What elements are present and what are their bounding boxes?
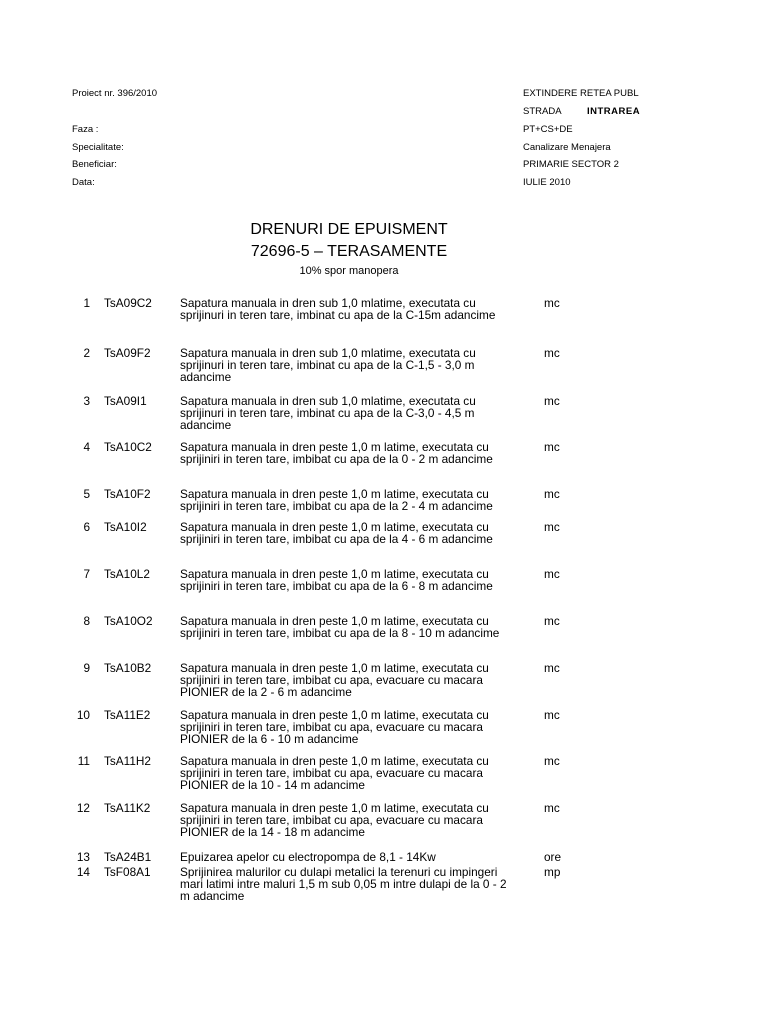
list-item bbox=[0, 488, 768, 518]
strada-value: INTRAREA bbox=[587, 106, 641, 117]
item-number: 10 bbox=[76, 708, 90, 722]
item-description: Sapatura manuala in dren sub 1,0 mlatime, executata cu sprijinuri in teren tare, imbinat cu apa de la C-1,5 - 3,0 m adancime bbox=[180, 346, 476, 385]
item-description: Sprijinirea malurilor cu dulapi metalici la terenuri cu impingeri mari latimi intre maluri 1,5 m sub 0,05 m intre dulapi de la 0 - 2 m adancime bbox=[180, 865, 507, 904]
item-number: 7 bbox=[83, 567, 90, 581]
item-unit: mc bbox=[544, 614, 560, 628]
item-number: 6 bbox=[83, 520, 90, 534]
project-name: EXTINDERE RETEA PUBL bbox=[523, 88, 639, 99]
item-code: TsA11E2 bbox=[104, 708, 151, 722]
item-number: 3 bbox=[83, 394, 90, 408]
item-description: Sapatura manuala in dren peste 1,0 m latime, executata cu sprijiniri in teren tare, imbibat cu apa de la 2 - 4 m adancime bbox=[180, 488, 493, 514]
item-description: Sapatura manuala in dren peste 1,0 m latime, executata cu sprijiniri in teren tare, imbibat cu apa, evacuare cu macara PIONIER de la 14 - 18 m adancime bbox=[180, 801, 489, 840]
faza-label: Faza : bbox=[72, 124, 99, 135]
item-number: 9 bbox=[83, 661, 90, 675]
item-code: TsA10F2 bbox=[104, 488, 151, 501]
item-unit: mc bbox=[544, 754, 560, 768]
item-description: Sapatura manuala in dren peste 1,0 m latime, executata cu sprijiniri in teren tare, imbibat cu apa, evacuare cu macara PIONIER de la 2 - 6 m adancime bbox=[180, 661, 489, 700]
item-number: 4 bbox=[83, 440, 90, 454]
beneficiar-value: PRIMARIE SECTOR 2 bbox=[523, 159, 619, 170]
item-unit: mc bbox=[544, 708, 560, 722]
item-description: Sapatura manuala in dren peste 1,0 m latime, executata cu sprijiniri in teren tare, imbibat cu apa de la 6 - 8 m adancime bbox=[180, 567, 493, 594]
item-number: 1 bbox=[83, 296, 90, 310]
item-description: Sapatura manuala in dren peste 1,0 m latime, executata cu sprijiniri in teren tare, imbibat cu apa de la 0 - 2 m adancime bbox=[180, 440, 493, 467]
item-number: 11 bbox=[77, 754, 90, 768]
item-unit: mc bbox=[544, 661, 560, 675]
item-number: 12 bbox=[76, 801, 90, 815]
item-code: TsA10O2 bbox=[104, 614, 153, 628]
item-code: TsA10L2 bbox=[104, 567, 150, 581]
strada-label: STRADA bbox=[523, 106, 562, 117]
data-value: IULIE 2010 bbox=[523, 177, 571, 188]
item-description: Sapatura manuala in dren peste 1,0 m latime, executata cu sprijiniri in teren tare, imbibat cu apa de la 8 - 10 m adancime bbox=[180, 614, 500, 641]
item-description: Epuizarea apelor cu electropompa de 8,1 - 14Kw bbox=[180, 850, 436, 864]
data-label: Data: bbox=[72, 177, 95, 188]
specialitate-label: Specialitate: bbox=[72, 142, 124, 153]
beneficiar-label: Beneficiar: bbox=[72, 159, 117, 170]
document-subtitle: 10% spor manopera bbox=[299, 265, 399, 277]
document-code: 72696-5 – TERASAMENTE bbox=[250, 243, 448, 260]
item-unit: mc bbox=[544, 346, 560, 360]
item-number: 5 bbox=[83, 488, 90, 501]
item-unit: mc bbox=[544, 296, 560, 310]
item-code: TsA11H2 bbox=[104, 754, 151, 768]
item-unit: mc bbox=[544, 488, 560, 501]
faza-value: PT+CS+DE bbox=[523, 124, 573, 135]
item-description: Sapatura manuala in dren sub 1,0 mlatime, executata cu sprijinuri in teren tare, imbinat cu apa de la C-3,0 - 4,5 m adancime bbox=[180, 394, 476, 433]
item-code: TsA09F2 bbox=[104, 346, 151, 360]
item-code: TsA11K2 bbox=[104, 801, 151, 815]
item-description: Sapatura manuala in dren peste 1,0 m latime, executata cu sprijiniri in teren tare, imbibat cu apa, evacuare cu macara PIONIER de la 6 - 10 m adancime bbox=[180, 708, 489, 747]
project-number: Proiect nr. 396/2010 bbox=[72, 88, 158, 99]
item-code: TsA10I2 bbox=[104, 520, 147, 534]
item-code: TsA24B1 bbox=[104, 850, 152, 864]
item-description: Sapatura manuala in dren sub 1,0 mlatime, executata cu sprijinuri in teren tare, imbinat cu apa de la C-15m adancime bbox=[180, 296, 496, 323]
item-unit: mc bbox=[544, 520, 560, 534]
specialitate-value: Canalizare Menajera bbox=[523, 142, 611, 153]
item-code: TsA10C2 bbox=[104, 440, 152, 454]
item-code: TsA09I1 bbox=[104, 394, 147, 408]
item-code: TsA09C2 bbox=[104, 296, 152, 310]
item-number: 2 bbox=[83, 346, 90, 360]
item-unit: mc bbox=[544, 440, 560, 454]
item-unit: mc bbox=[544, 567, 560, 581]
item-description: Sapatura manuala in dren peste 1,0 m latime, executata cu sprijiniri in teren tare, imbibat cu apa, evacuare cu macara PIONIER de la 10 - 14 m adancime bbox=[180, 754, 489, 793]
document-title: DRENURI DE EPUISMENT bbox=[250, 221, 448, 238]
item-unit: ore bbox=[544, 850, 562, 864]
item-description: Sapatura manuala in dren peste 1,0 m latime, executata cu sprijiniri in teren tare, imbibat cu apa de la 4 - 6 m adancime bbox=[180, 520, 493, 547]
item-code: TsF08A1 bbox=[104, 865, 151, 879]
item-code: TsA10B2 bbox=[104, 661, 152, 675]
item-number: 13 bbox=[76, 850, 90, 864]
item-number: 14 bbox=[76, 865, 90, 879]
item-unit: mc bbox=[544, 801, 560, 815]
item-unit: mp bbox=[544, 865, 561, 879]
item-unit: mc bbox=[544, 394, 560, 408]
item-number: 8 bbox=[83, 614, 90, 628]
